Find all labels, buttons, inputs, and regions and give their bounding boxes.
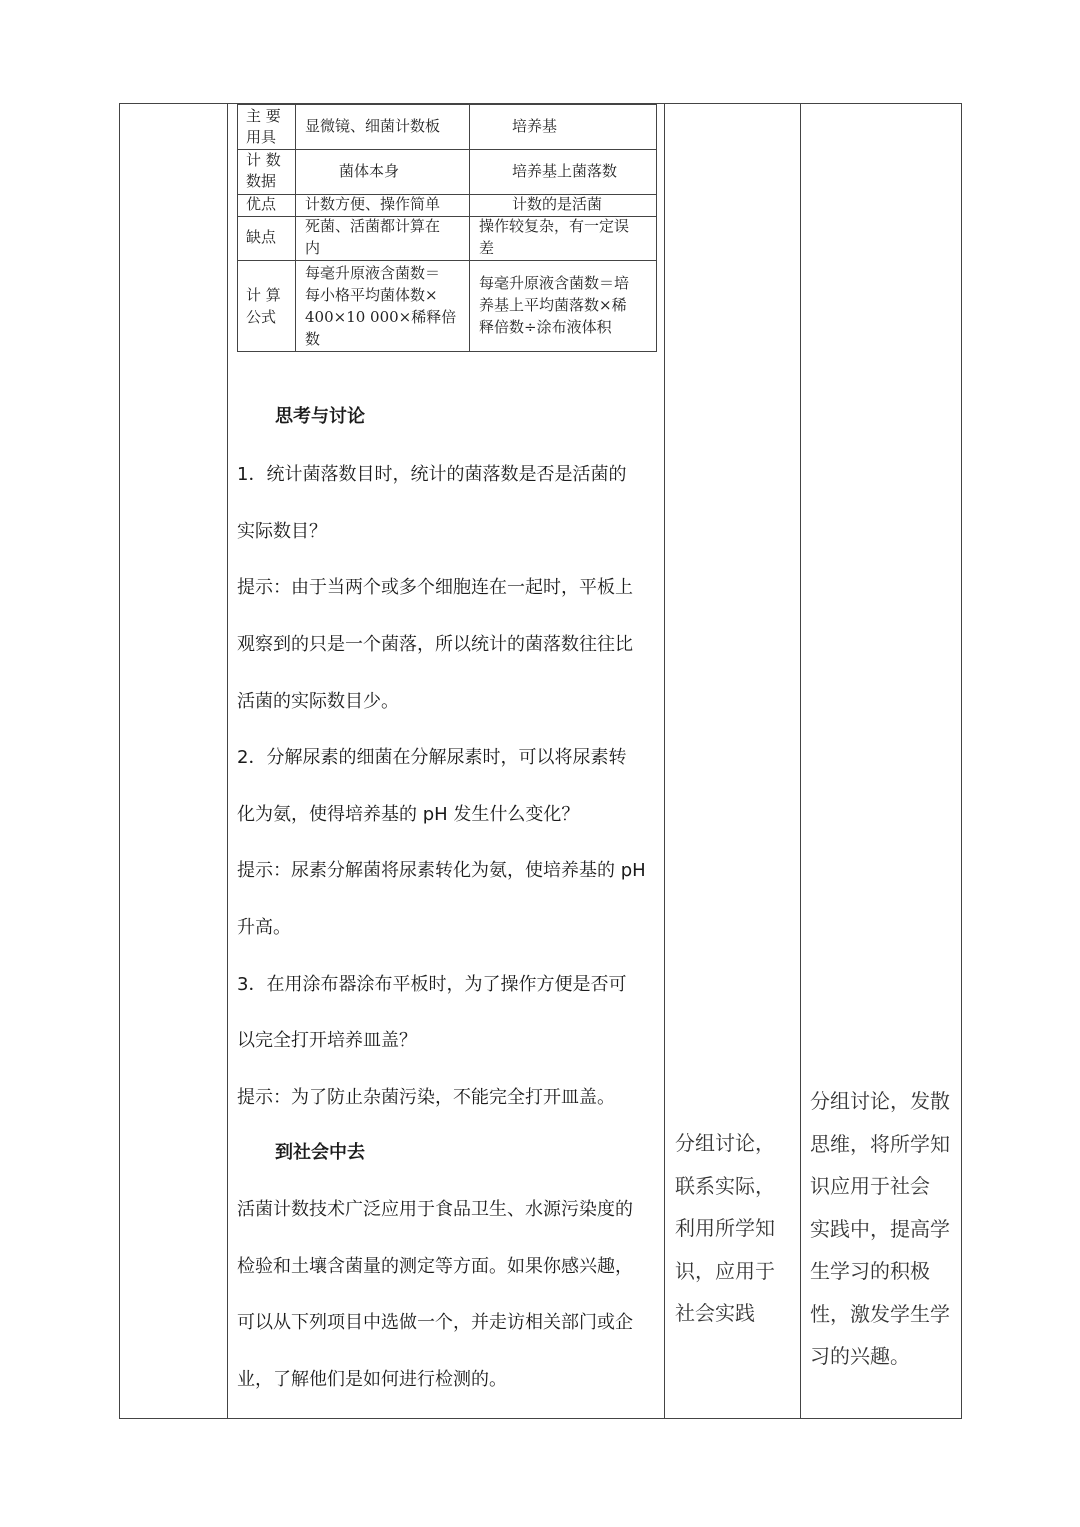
student-activity-line: 社会实践 bbox=[675, 1301, 755, 1325]
discussion-line: 活菌的实际数目少。 bbox=[237, 691, 399, 712]
table-cell: 每毫升原液含菌数＝培 养基上平均菌落数×稀 释倍数÷涂布液体积 bbox=[479, 274, 630, 336]
table-cell: 菌体本身 bbox=[339, 162, 400, 180]
design-intent-text bbox=[810, 1080, 954, 1378]
discussion-line: 提示：尿素分解菌将尿素转化为氨，使培养基的 pH bbox=[237, 860, 646, 881]
table-row-divider bbox=[238, 149, 656, 150]
student-activity-line: 分组讨论， bbox=[675, 1131, 775, 1155]
table-cell: 计数方便、操作简单 bbox=[305, 195, 441, 213]
column-divider bbox=[227, 104, 228, 1418]
design-intent-line: 思维，将所学知 bbox=[810, 1131, 950, 1156]
student-activity-line: 利用所学知 bbox=[675, 1216, 775, 1240]
column-divider bbox=[664, 104, 665, 1418]
table-cell: 死菌、活菌都计算在 内 bbox=[305, 217, 441, 257]
table-row-label: 计 算 公式 bbox=[246, 286, 281, 326]
table-cell: 操作较复杂，有一定误 差 bbox=[479, 217, 630, 257]
table-row-divider bbox=[238, 260, 656, 261]
table-cell: 培养基上菌落数 bbox=[512, 162, 618, 180]
design-intent-line: 识应用于社会 bbox=[810, 1174, 930, 1198]
table-row-label: 缺点 bbox=[246, 228, 277, 246]
discussion-line: 升高。 bbox=[237, 917, 291, 938]
discussion-line: 3．在用涂布器涂布平板时，为了操作方便是否可 bbox=[237, 974, 627, 995]
design-intent-line: 习的兴趣。 bbox=[810, 1344, 910, 1368]
student-activity-line: 识，应用于 bbox=[675, 1258, 775, 1283]
table-cell: 每毫升原液含菌数＝ 每小格平均菌体数× 400×10 000×稀释倍 数 bbox=[305, 264, 457, 348]
column-divider bbox=[800, 104, 801, 1418]
discussion-line: 1．统计菌落数目时，统计的菌落数是否是活菌的 bbox=[237, 464, 627, 485]
table-cell: 培养基 bbox=[512, 117, 558, 135]
table-row-label: 计 数 数据 bbox=[246, 151, 281, 190]
section-heading-discussion: 思考与讨论 bbox=[275, 406, 365, 427]
student-activity-text bbox=[675, 1122, 793, 1335]
design-intent-line: 实践中，提高学 bbox=[810, 1216, 950, 1241]
discussion-line: 2．分解尿素的细菌在分解尿素时，可以将尿素转 bbox=[237, 747, 627, 768]
discussion-line: 化为氨，使得培养基的 pH 发生什么变化？ bbox=[237, 804, 580, 825]
design-intent-line: 生学习的积极 bbox=[810, 1259, 930, 1283]
discussion-line: 实际数目？ bbox=[237, 521, 327, 542]
table-col-divider bbox=[469, 105, 470, 351]
discussion-line: 以完全打开培养皿盖？ bbox=[237, 1030, 417, 1051]
table-cell: 计数的是活菌 bbox=[512, 195, 603, 213]
society-line: 活菌计数技术广泛应用于食品卫生、水源污染度的 bbox=[237, 1199, 633, 1220]
discussion-line: 提示：为了防止杂菌污染，不能完全打开皿盖。 bbox=[237, 1087, 615, 1108]
table-row-label: 优点 bbox=[246, 195, 277, 213]
society-line: 业，了解他们是如何进行检测的。 bbox=[237, 1369, 507, 1390]
discussion-line: 提示：由于当两个或多个细胞连在一起时，平板上 bbox=[237, 577, 633, 598]
society-line: 可以从下列项目中选做一个，并走访相关部门或企 bbox=[237, 1312, 633, 1333]
discussion-line: 观察到的只是一个菌落，所以统计的菌落数往往比 bbox=[237, 634, 633, 655]
section-heading-society: 到社会中去 bbox=[275, 1142, 365, 1163]
student-activity-line: 联系实际， bbox=[675, 1173, 775, 1198]
table-cell: 显微镜、细菌计数板 bbox=[305, 117, 441, 135]
table-col-divider bbox=[295, 105, 296, 351]
society-line: 检验和土壤含菌量的测定等方面。如果你感兴趣， bbox=[237, 1256, 633, 1277]
design-intent-line: 性，激发学生学 bbox=[810, 1301, 950, 1326]
table-row-label: 主 要 用具 bbox=[246, 107, 281, 146]
design-intent-line: 分组讨论，发散 bbox=[810, 1089, 950, 1113]
